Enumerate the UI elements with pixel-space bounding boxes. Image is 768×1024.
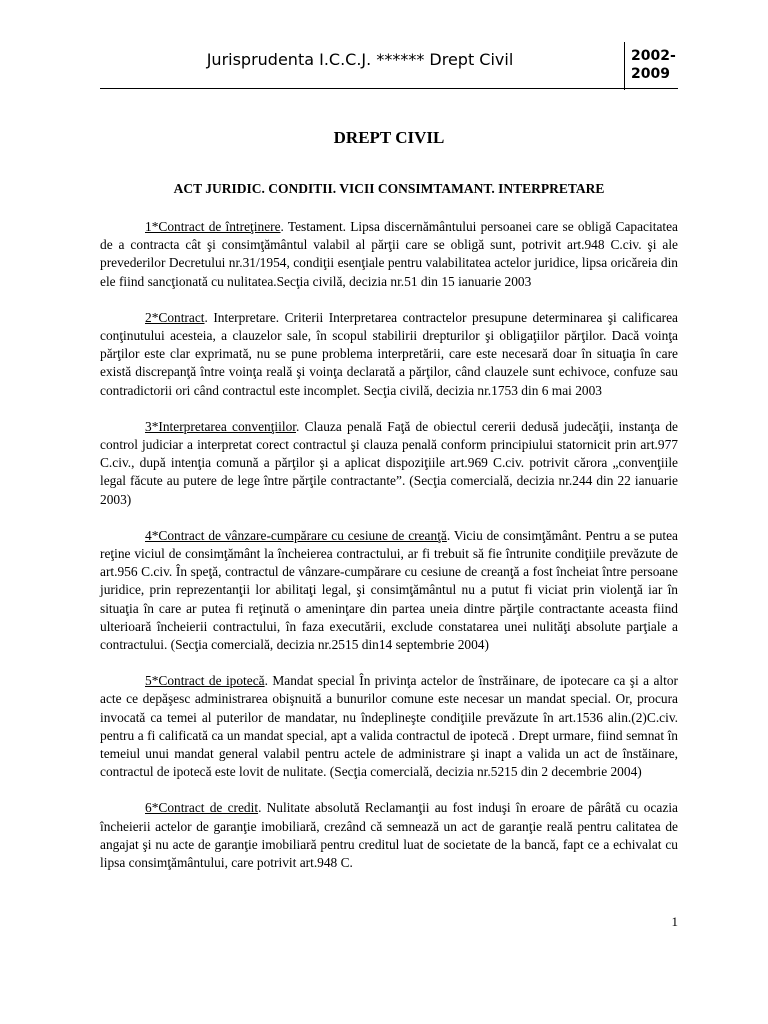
paragraph-6-text: . Nulitate absolută Reclamanţii au fost induşi în eroare de pârâtă cu ocazia încheierii actelor de garanţie imobiliară, crezând că semnează un act de garanţie reală pentru calitatea de angajat şi nu acte de garanţie imobiliară pentru creditul luat de societate de la bancă, fapt ce a echivalat cu lipsa consimţământului, care potrivit art.948 C. [100,800,678,871]
paragraph-2 [100,309,678,400]
document-title: DREPT CIVIL [333,128,445,147]
document-body [100,218,678,890]
header-title: Jurisprudenta I.C.C.J. ****** Drept Civil [206,50,514,69]
paragraph-5-lead: 5*Contract de ipotecă [145,673,265,689]
paragraph-3 [100,418,678,509]
paragraph-6 [100,799,678,872]
paragraph-4-lead: 4*Contract de vânzare-cumpărare cu cesiune de creanţă [145,527,447,543]
page-number: 1 [671,914,678,929]
paragraph-1-text: . Testament. Lipsa discernământului persoanei care se obligă Capacitatea de a contracta cât şi consimţământul valabil al părţii care se obligă sunt, potrivit art.948 C.civ. şi ale prevederilor Decretului nr.31/1954, condiţii esenţiale pentru valabilitatea actelor juridice, lipsa oricăreia din ele fiind sancţionată cu nulitatea.Secţia civilă, decizia nr.51 din 15 ianuarie 2003 [100,219,678,289]
paragraph-5 [100,672,678,781]
paragraph-3-lead: 3*Interpretarea convenţiilor [145,418,296,434]
header-years [631,47,691,83]
paragraph-5-text: . Mandat special În privinţa actelor de înstrăinare, de ipotecare ca şi a altor acte ce depăşesc administrarea obişnuită a bunurilor comune este necesar un mandat special. Or, procura invocată ca temei al puterilor de mandatar, nu îndeplineşte condiţiile prevăzute în art.1536 alin.(2)C.civ. pentru a fi calificată ca un mandat special, apt a valida contractul de ipotecă . Drept urmare, fiind semnat în temeiul unui mandat general valabil pentru actele de administrare şi inapt a valida un act de înstăinare, contractul de ipotecă este lovit de nulitate. (Secţia comercială, decizia nr.5215 din 2 decembrie 2004) [100,673,678,780]
paragraph-4 [100,527,678,654]
header-years-bottom: 2009 [631,66,670,82]
header-years-top: 2002- [631,48,676,64]
paragraph-4-text: . Viciu de consimţământ. Pentru a se putea reţine viciul de consimţământ la încheierea contractului, ar fi trebuit să fie întrunite condiţiile prevăzute de art.956 C.civ. În speţă, contractul de vânzare-cumpărare cu cesiune de creanţă a fost încheiat între persoane juridice, prin reprezentanţii lor abilitaţi legal, şi consimţământul nu a putut fi viciat prin violenţă iar în situaţia în care ar putea fi reţinută o ameninţare din partea uneia dintre părţile contractante aceasta fiind ulterioară încheierii contractului, în faza executării, exclude constatarea unei nulităţi absolute parţiale a contractului. (Secţia comercială, decizia nr.2515 din14 septembrie 2004) [100,527,678,653]
paragraph-3-text: . Clauza penală Faţă de obiectul cererii dedusă judecăţii, instanţa de control judiciar a interpretat corect contractul şi clauza penală conform principiului statornicit prin art.977 C.civ., după intenţia comună a părţilor şi a aplicat dispoziţiile art.969 C.civ. potrivit cărora „convenţiile legal făcute au putere de lege între părţile contractante”. (Secţia comercială, decizia nr.244 din 22 ianuarie 2003) [100,418,678,507]
paragraph-6-lead: 6*Contract de credit [145,800,259,816]
paragraph-1 [100,218,678,291]
paragraph-2-lead: 2*Contract [145,309,205,325]
paragraph-1-lead: 1*Contract de întreţinere [145,219,281,234]
section-title: ACT JURIDIC. CONDITII. VICII CONSIMTAMANT. INTERPRETARE [173,181,605,196]
header-divider-vertical [624,42,625,90]
paragraph-2-text: . Interpretare. Criterii Interpretarea contractelor presupune determinarea şi calificarea conţinutului acesteia, a clauzelor sale, în scopul stabilirii drepturilor şi obligaţiilor părţilor. Dacă voinţa părţilor este clar exprimată, nu se pune problema interpretării, care este necesară doar în situaţia în care există discrepanţă între voinţa reală şi voinţa declarată a părţilor, când clauzele sunt echivoce, confuze sau contradictorii ori când contractul este incomplet. Secţia civilă, decizia nr.1753 din 6 mai 2003 [100,309,678,398]
header-divider-horizontal [100,88,678,89]
